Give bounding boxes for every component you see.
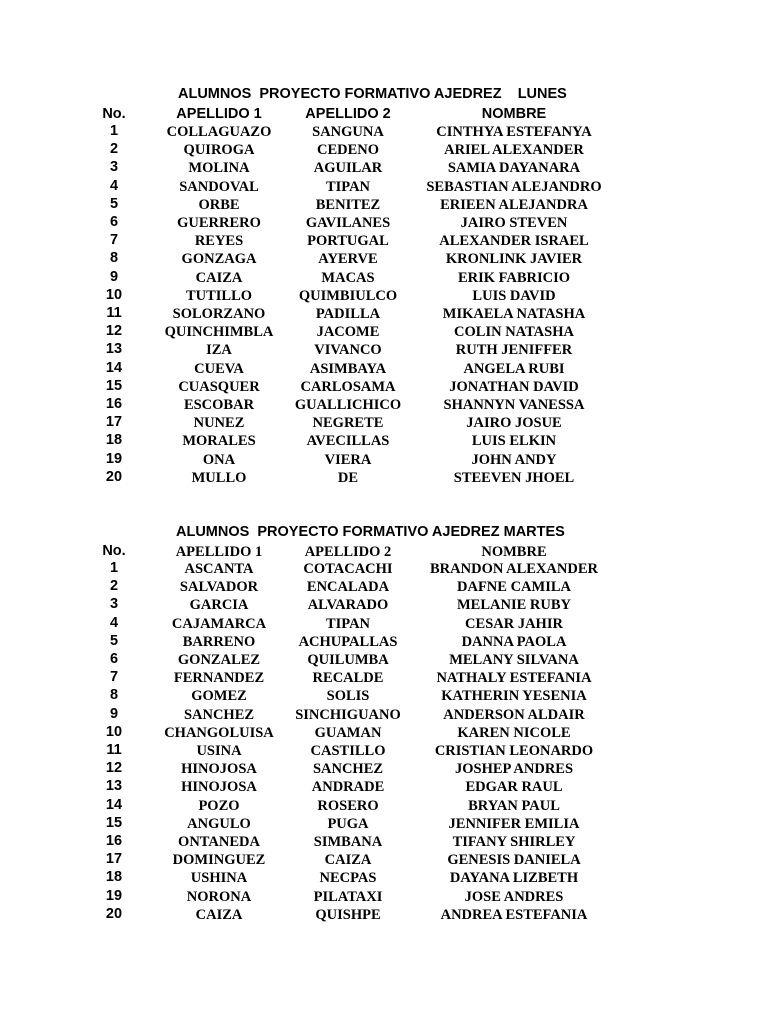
cell-nombre: TIFANY SHIRLEY bbox=[452, 834, 576, 850]
cell-apellido-2: AVECILLAS bbox=[306, 433, 390, 450]
cell-apellido-2: QUIMBIULCO bbox=[298, 287, 398, 304]
cell-nombre: JAIRO JOSUE bbox=[466, 415, 562, 432]
row-number: 5 bbox=[109, 632, 119, 649]
cell-apellido-1: GONZALEZ bbox=[177, 652, 261, 668]
table-row bbox=[0, 815, 768, 833]
table-row bbox=[0, 706, 768, 724]
cell-apellido-1: IZA bbox=[206, 342, 232, 359]
cell-nombre: MELANIE RUBY bbox=[457, 597, 571, 614]
cell-apellido-2: PILATAXI bbox=[313, 888, 383, 905]
cell-apellido-1: FERNANDEZ bbox=[173, 670, 265, 687]
cell-apellido-1: GARCIA bbox=[189, 597, 249, 614]
cell-apellido-1: HINOJOSA bbox=[181, 761, 257, 778]
cell-apellido-1: CAIZA bbox=[195, 906, 243, 923]
table-row bbox=[0, 742, 768, 760]
row-number: 14 bbox=[105, 796, 123, 813]
cell-nombre: BRYAN PAUL bbox=[468, 797, 560, 814]
cell-nombre: EDGAR RAUL bbox=[465, 779, 563, 796]
cell-apellido-1: CAIZA bbox=[195, 269, 243, 286]
table-row bbox=[0, 305, 768, 323]
row-number: 13 bbox=[105, 778, 123, 795]
cell-apellido-1: USINA bbox=[196, 743, 242, 759]
table-row bbox=[0, 869, 768, 887]
cell-apellido-2: VIERA bbox=[324, 451, 372, 468]
table-row bbox=[0, 323, 768, 341]
cell-apellido-2: COTACACHI bbox=[303, 561, 393, 577]
cell-nombre: COLIN NATASHA bbox=[454, 324, 574, 341]
cell-apellido-1: DOMINGUEZ bbox=[172, 852, 266, 869]
cell-apellido-2: QUISHPE bbox=[315, 906, 381, 923]
row-number: 12 bbox=[105, 323, 123, 340]
table-row bbox=[0, 651, 768, 669]
cell-nombre: CESAR JAHIR bbox=[465, 615, 563, 632]
table-row bbox=[0, 560, 768, 578]
row-number: 15 bbox=[105, 814, 123, 831]
cell-nombre: ANGELA RUBI bbox=[463, 360, 565, 377]
cell-apellido-2: SIMBANA bbox=[313, 834, 383, 850]
row-number: 4 bbox=[109, 177, 119, 194]
row-number: 18 bbox=[105, 432, 123, 449]
row-number: 20 bbox=[105, 468, 123, 485]
cell-nombre: JENNIFER EMILIA bbox=[448, 815, 580, 832]
cell-apellido-1: SALVADOR bbox=[179, 579, 259, 596]
header-row bbox=[0, 543, 768, 561]
cell-apellido-1: COLLAGUAZO bbox=[166, 124, 272, 140]
cell-apellido-2: AYERVE bbox=[318, 251, 378, 268]
cell-nombre: GENESIS DANIELA bbox=[447, 852, 581, 869]
cell-nombre: DAYANA LIZBETH bbox=[449, 870, 579, 887]
table-row bbox=[0, 669, 768, 687]
table-row bbox=[0, 269, 768, 287]
row-number: 16 bbox=[105, 833, 123, 849]
row-number: 3 bbox=[109, 596, 119, 613]
cell-apellido-2: QUILUMBA bbox=[307, 652, 389, 668]
table-row bbox=[0, 378, 768, 396]
cell-apellido-2: GUAMAN bbox=[314, 724, 382, 741]
header-nombre: NOMBRE bbox=[481, 106, 547, 122]
cell-nombre: KAREN NICOLE bbox=[457, 724, 571, 741]
header-no: No. bbox=[102, 106, 126, 122]
cell-apellido-2: SOLIS bbox=[326, 688, 370, 705]
table-row bbox=[0, 469, 768, 487]
row-number: 6 bbox=[109, 651, 119, 667]
cell-apellido-1: QUINCHIMBLA bbox=[164, 324, 274, 341]
table-row bbox=[0, 633, 768, 651]
cell-apellido-1: MULLO bbox=[191, 469, 247, 486]
header-nombre: NOMBRE bbox=[481, 544, 547, 560]
cell-nombre: ARIEL ALEXANDER bbox=[444, 142, 584, 159]
cell-nombre: CINTHYA ESTEFANYA bbox=[436, 124, 592, 140]
table-row bbox=[0, 687, 768, 705]
cell-nombre: MELANY SILVANA bbox=[449, 652, 579, 668]
cell-apellido-2: CAIZA bbox=[324, 852, 372, 869]
table-row bbox=[0, 596, 768, 614]
row-number: 6 bbox=[109, 214, 119, 230]
cell-apellido-2: GAVILANES bbox=[305, 215, 391, 231]
row-number: 18 bbox=[105, 869, 123, 886]
table-row bbox=[0, 578, 768, 596]
cell-nombre: RUTH JENIFFER bbox=[455, 342, 573, 359]
cell-nombre: ALEXANDER ISRAEL bbox=[439, 233, 589, 250]
cell-nombre: SEBASTIAN ALEJANDRO bbox=[426, 178, 602, 195]
cell-apellido-1: ESCOBAR bbox=[183, 397, 255, 413]
cell-nombre: STEEVEN JHOEL bbox=[453, 469, 575, 486]
row-number: 1 bbox=[109, 123, 119, 139]
cell-apellido-1: ANGULO bbox=[187, 815, 251, 832]
table-row bbox=[0, 178, 768, 196]
cell-apellido-2: JACOME bbox=[316, 324, 380, 341]
cell-apellido-2: VIVANCO bbox=[314, 342, 382, 359]
row-number: 11 bbox=[106, 742, 122, 758]
row-number: 16 bbox=[105, 396, 123, 412]
cell-apellido-2: SANCHEZ bbox=[312, 761, 384, 778]
row-number: 2 bbox=[109, 141, 119, 158]
cell-apellido-2: RECALDE bbox=[312, 670, 384, 687]
row-number: 11 bbox=[106, 305, 122, 321]
table-row bbox=[0, 833, 768, 851]
cell-nombre: SHANNYN VANESSA bbox=[443, 397, 585, 413]
table-row bbox=[0, 724, 768, 742]
cell-nombre: NATHALY ESTEFANIA bbox=[436, 670, 592, 687]
cell-apellido-1: GOMEZ bbox=[191, 688, 247, 705]
cell-apellido-1: CHANGOLUISA bbox=[164, 724, 274, 741]
header-apellido-1: APELLIDO 1 bbox=[176, 106, 262, 122]
table-row bbox=[0, 432, 768, 450]
row-number: 17 bbox=[105, 851, 123, 868]
cell-apellido-2: PUGA bbox=[327, 815, 369, 832]
cell-apellido-2: NECPAS bbox=[319, 870, 377, 887]
cell-nombre: KRONLINK JAVIER bbox=[445, 251, 583, 268]
row-number: 9 bbox=[109, 705, 119, 722]
cell-apellido-2: DE bbox=[337, 469, 359, 486]
cell-nombre: DAFNE CAMILA bbox=[457, 579, 571, 596]
cell-apellido-2: CARLOSAMA bbox=[300, 378, 396, 395]
cell-apellido-2: ANDRADE bbox=[311, 779, 385, 796]
row-number: 13 bbox=[105, 341, 123, 358]
table-row bbox=[0, 888, 768, 906]
cell-apellido-2: NEGRETE bbox=[312, 415, 384, 432]
header-apellido-2: APELLIDO 2 bbox=[304, 544, 392, 560]
cell-nombre: MIKAELA NATASHA bbox=[442, 306, 586, 322]
cell-nombre: JONATHAN DAVID bbox=[449, 378, 579, 395]
cell-apellido-2: CASTILLO bbox=[310, 743, 386, 759]
cell-nombre: JOSE ANDRES bbox=[464, 888, 564, 905]
cell-apellido-1: HINOJOSA bbox=[181, 779, 257, 796]
row-number: 10 bbox=[105, 286, 123, 303]
table-row bbox=[0, 341, 768, 359]
table-row bbox=[0, 797, 768, 815]
cell-nombre: LUIS ELKIN bbox=[471, 433, 557, 450]
row-number: 8 bbox=[109, 687, 119, 704]
cell-nombre: JAIRO STEVEN bbox=[460, 215, 568, 231]
table-row bbox=[0, 414, 768, 432]
cell-apellido-1: SOLORZANO bbox=[172, 306, 266, 322]
cell-nombre: ERIEEN ALEJANDRA bbox=[440, 196, 588, 213]
cell-apellido-1: NUNEZ bbox=[193, 415, 245, 432]
cell-nombre: DANNA PAOLA bbox=[461, 633, 567, 650]
table-row bbox=[0, 906, 768, 924]
row-number: 9 bbox=[109, 268, 119, 285]
header-apellido-1: APELLIDO 1 bbox=[175, 544, 263, 560]
row-number: 7 bbox=[109, 232, 119, 249]
cell-apellido-1: GONZAGA bbox=[181, 251, 257, 268]
cell-apellido-1: BARRENO bbox=[182, 633, 256, 650]
cell-apellido-2: TIPAN bbox=[325, 178, 371, 195]
cell-apellido-1: CUEVA bbox=[194, 360, 244, 377]
cell-apellido-2: ALVARADO bbox=[307, 597, 389, 614]
table-row bbox=[0, 360, 768, 378]
cell-apellido-1: POZO bbox=[198, 797, 240, 814]
cell-apellido-1: ORBE bbox=[198, 196, 240, 213]
cell-apellido-2: BENITEZ bbox=[315, 196, 381, 213]
row-number: 17 bbox=[105, 414, 123, 431]
table-title: ALUMNOS PROYECTO FORMATIVO AJEDREZ MARTES bbox=[176, 524, 565, 540]
cell-nombre: ANDREA ESTEFANIA bbox=[440, 906, 588, 923]
table-row bbox=[0, 287, 768, 305]
cell-apellido-2: AGUILAR bbox=[313, 160, 383, 177]
table-title: ALUMNOS PROYECTO FORMATIVO AJEDREZ LUNES bbox=[178, 86, 567, 102]
cell-nombre: BRANDON ALEXANDER bbox=[430, 561, 598, 577]
cell-apellido-1: QUIROGA bbox=[183, 142, 255, 159]
row-number: 10 bbox=[105, 723, 123, 740]
cell-apellido-2: SINCHIGUANO bbox=[295, 706, 401, 723]
cell-apellido-2: ACHUPALLAS bbox=[298, 633, 398, 650]
table-row bbox=[0, 196, 768, 214]
table-row bbox=[0, 232, 768, 250]
cell-nombre: JOHN ANDY bbox=[471, 451, 557, 468]
cell-nombre: LUIS DAVID bbox=[472, 287, 556, 304]
cell-apellido-2: GUALLICHICO bbox=[294, 397, 402, 413]
cell-apellido-2: CEDENO bbox=[316, 142, 380, 159]
cell-apellido-2: PADILLA bbox=[315, 306, 381, 322]
cell-apellido-2: PORTUGAL bbox=[307, 233, 389, 250]
row-number: 3 bbox=[109, 159, 119, 176]
row-number: 15 bbox=[105, 377, 123, 394]
cell-apellido-1: TUTILLO bbox=[185, 287, 253, 304]
cell-apellido-1: ASCANTA bbox=[184, 561, 254, 577]
row-number: 20 bbox=[105, 905, 123, 922]
cell-apellido-2: SANGUNA bbox=[312, 124, 384, 140]
cell-nombre: JOSHEP ANDRES bbox=[454, 761, 574, 778]
row-number: 8 bbox=[109, 250, 119, 267]
row-number: 2 bbox=[109, 578, 119, 595]
cell-apellido-2: ROSERO bbox=[317, 797, 379, 814]
cell-apellido-1: NORONA bbox=[186, 888, 252, 905]
table-row bbox=[0, 159, 768, 177]
row-number: 19 bbox=[105, 887, 123, 904]
cell-apellido-2: ASIMBAYA bbox=[309, 360, 387, 377]
header-no: No. bbox=[102, 543, 126, 559]
cell-apellido-1: SANDOVAL bbox=[179, 178, 259, 195]
header-row bbox=[0, 106, 768, 124]
table-row bbox=[0, 250, 768, 268]
cell-apellido-1: CUASQUER bbox=[178, 378, 260, 395]
cell-nombre: KATHERIN YESENIA bbox=[441, 688, 587, 705]
row-number: 1 bbox=[109, 560, 119, 576]
cell-apellido-1: GUERRERO bbox=[177, 215, 261, 231]
cell-nombre: CRISTIAN LEONARDO bbox=[434, 743, 594, 759]
table-row bbox=[0, 451, 768, 469]
table-row bbox=[0, 214, 768, 232]
table-row bbox=[0, 778, 768, 796]
table-row bbox=[0, 123, 768, 141]
cell-apellido-1: REYES bbox=[194, 233, 244, 250]
cell-apellido-1: CAJAMARCA bbox=[171, 615, 267, 632]
row-number: 4 bbox=[109, 614, 119, 631]
cell-nombre: ERIK FABRICIO bbox=[457, 269, 571, 286]
table-row bbox=[0, 615, 768, 633]
cell-nombre: SAMIA DAYANARA bbox=[447, 160, 581, 177]
cell-apellido-2: TIPAN bbox=[325, 615, 371, 632]
cell-apellido-2: MACAS bbox=[321, 269, 375, 286]
row-number: 12 bbox=[105, 760, 123, 777]
row-number: 19 bbox=[105, 450, 123, 467]
cell-apellido-1: MORALES bbox=[182, 433, 256, 450]
cell-apellido-1: SANCHEZ bbox=[183, 706, 255, 723]
table-row bbox=[0, 760, 768, 778]
cell-apellido-1: MOLINA bbox=[188, 160, 250, 177]
table-row bbox=[0, 396, 768, 414]
cell-apellido-1: ONA bbox=[202, 451, 236, 468]
table-row bbox=[0, 851, 768, 869]
cell-nombre: ANDERSON ALDAIR bbox=[443, 706, 585, 723]
cell-apellido-2: ENCALADA bbox=[306, 579, 390, 596]
cell-apellido-1: ONTANEDA bbox=[178, 834, 260, 850]
row-number: 5 bbox=[109, 195, 119, 212]
cell-apellido-1: USHINA bbox=[190, 870, 248, 887]
row-number: 7 bbox=[109, 669, 119, 686]
header-apellido-2: APELLIDO 2 bbox=[305, 106, 391, 122]
table-row bbox=[0, 141, 768, 159]
row-number: 14 bbox=[105, 359, 123, 376]
